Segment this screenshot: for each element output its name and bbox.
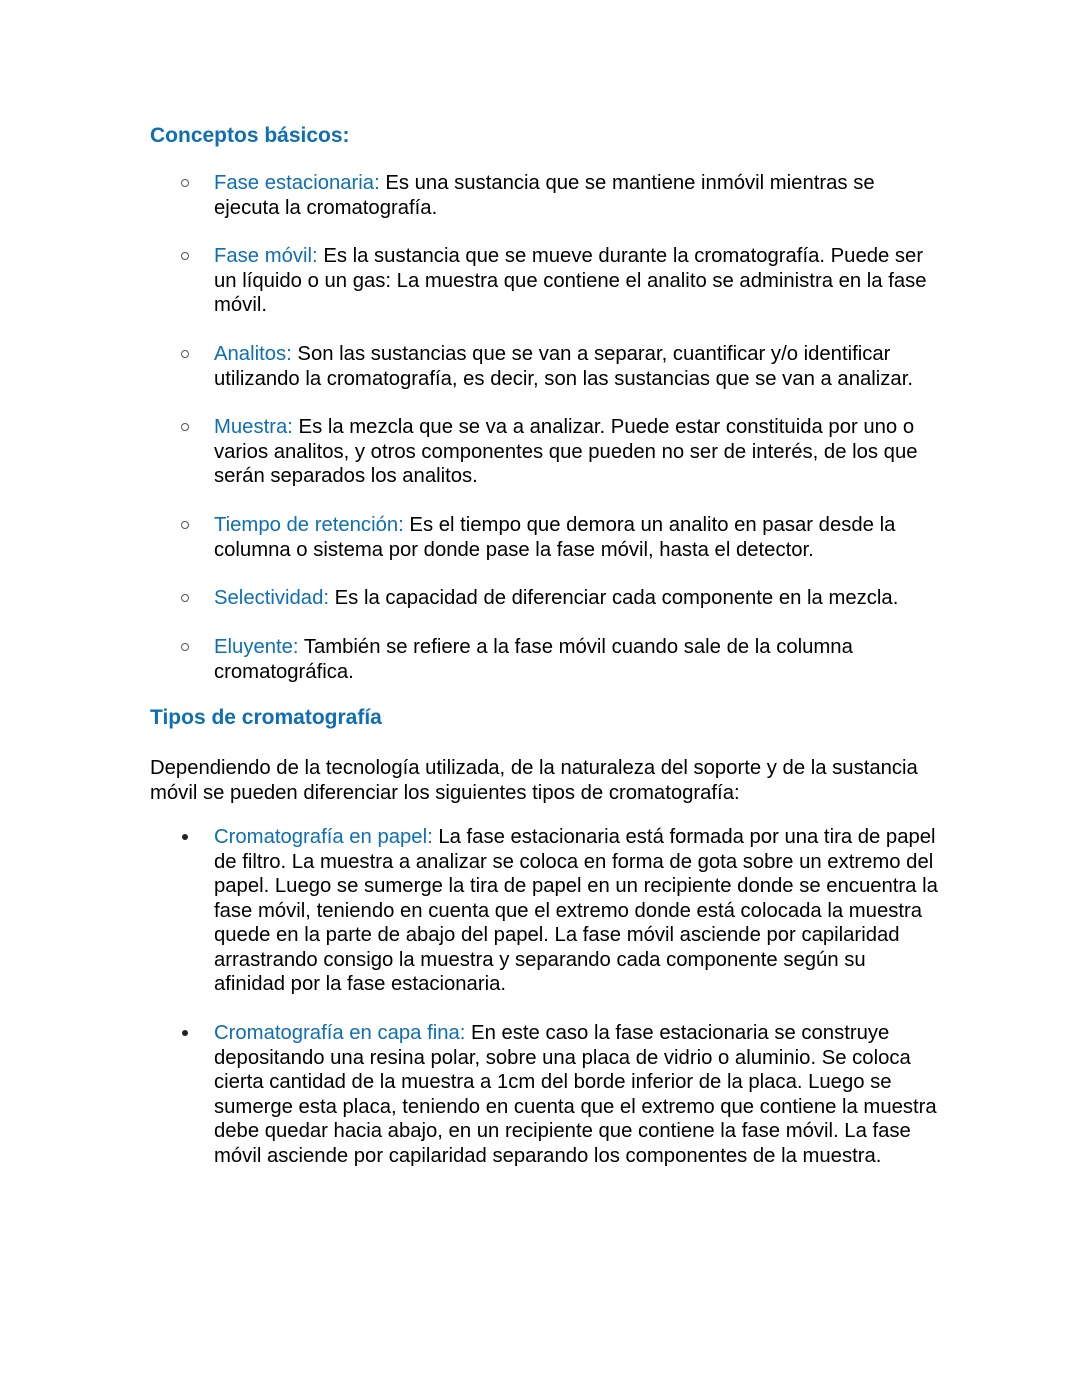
hollow-circle-bullet-icon: [181, 521, 189, 529]
concept-term: Analitos:: [214, 343, 292, 366]
type-item-papel: [150, 825, 940, 997]
concept-term: Selectividad:: [214, 587, 329, 610]
concept-definition: Es una sustancia que se mantiene inmóvil mientras se ejecuta la cromatografía.: [214, 172, 875, 219]
concept-term: Muestra:: [214, 416, 293, 439]
hollow-circle-bullet-icon: [181, 350, 189, 358]
hollow-circle-bullet-icon: [181, 179, 189, 187]
hollow-circle-bullet-icon: [181, 594, 189, 602]
concept-item-analitos: [150, 342, 940, 391]
concept-item-fase-estacionaria: [150, 171, 940, 220]
filled-dot-bullet-icon: [182, 834, 188, 840]
type-term: Cromatografía en papel:: [214, 826, 433, 849]
section-heading-conceptos: Conceptos básicos:: [150, 124, 350, 147]
concept-term: Tiempo de retención:: [214, 514, 404, 537]
hollow-circle-bullet-icon: [181, 252, 189, 260]
hollow-circle-bullet-icon: [181, 643, 189, 651]
concept-definition: Son las sustancias que se van a separar, cuantificar y/o identificar utilizando la cromatografía, es decir, son las sustancias que se van a analizar.: [214, 343, 913, 390]
type-definition: La fase estacionaria está formada por una tira de papel de filtro. La muestra a analizar se coloca en forma de gota sobre un extremo del papel. Luego se sumerge la tira de papel en un recipiente donde se encuentra la fase móvil, teniendo en cuenta que el extremo donde está colocada la muestra quede en la parte de abajo del papel. La fase móvil asciende por capilaridad arrastrando consigo la muestra y separando cada componente según su afinidad por la fase estacionaria.: [214, 826, 938, 996]
concept-item-selectividad: [150, 586, 940, 611]
concept-item-muestra: [150, 415, 940, 489]
concept-definition: También se refiere a la fase móvil cuando sale de la columna cromatográfica.: [214, 636, 853, 683]
type-term: Cromatografía en capa fina:: [214, 1022, 466, 1045]
hollow-circle-bullet-icon: [181, 423, 189, 431]
section-heading-tipos: Tipos de cromatografía: [150, 706, 382, 730]
concept-item-fase-movil: [150, 244, 940, 318]
types-list: [150, 825, 940, 1168]
concept-term: Eluyente:: [214, 636, 299, 659]
concept-definition: Es la sustancia que se mueve durante la cromatografía. Puede ser un líquido o un gas: La muestra que contiene el analito se administra en la fase móvil.: [214, 245, 927, 317]
concept-item-eluyente: [150, 635, 940, 684]
concept-item-tiempo-de-retencion: [150, 513, 940, 562]
concept-definition: Es la capacidad de diferenciar cada componente en la mezcla.: [329, 587, 899, 610]
concept-term: Fase estacionaria:: [214, 172, 380, 194]
concept-term: Fase móvil:: [214, 245, 318, 268]
filled-dot-bullet-icon: [182, 1030, 188, 1036]
intro-paragraph: Dependiendo de la tecnología utilizada, de la naturaleza del soporte y de la sustancia móvil se pueden diferenciar los siguientes tipos de cromatografía:: [150, 757, 918, 804]
concepts-list: [150, 171, 940, 684]
type-definition: En este caso la fase estacionaria se construye depositando una resina polar, sobre una placa de vidrio o aluminio. Se coloca cierta cantidad de la muestra a 1cm del borde inferior de la placa. Luego se sumerge esta placa, teniendo en cuenta que el extremo que contiene la muestra debe quedar hacia abajo, en un recipiente que contiene la fase móvil. La fase móvil asciende por capilaridad separando los componentes de la muestra.: [214, 1022, 937, 1167]
concept-definition: Es el tiempo que demora un analito en pasar desde la columna o sistema por donde pase la fase móvil, hasta el detector.: [214, 514, 896, 561]
type-item-capa-fina: [150, 1021, 940, 1168]
document-page: [150, 122, 940, 1192]
concept-definition: Es la mezcla que se va a analizar. Puede estar constituida por uno o varios analitos, y otros componentes que pueden no ser de interés, de los que serán separados los analitos.: [214, 416, 918, 488]
